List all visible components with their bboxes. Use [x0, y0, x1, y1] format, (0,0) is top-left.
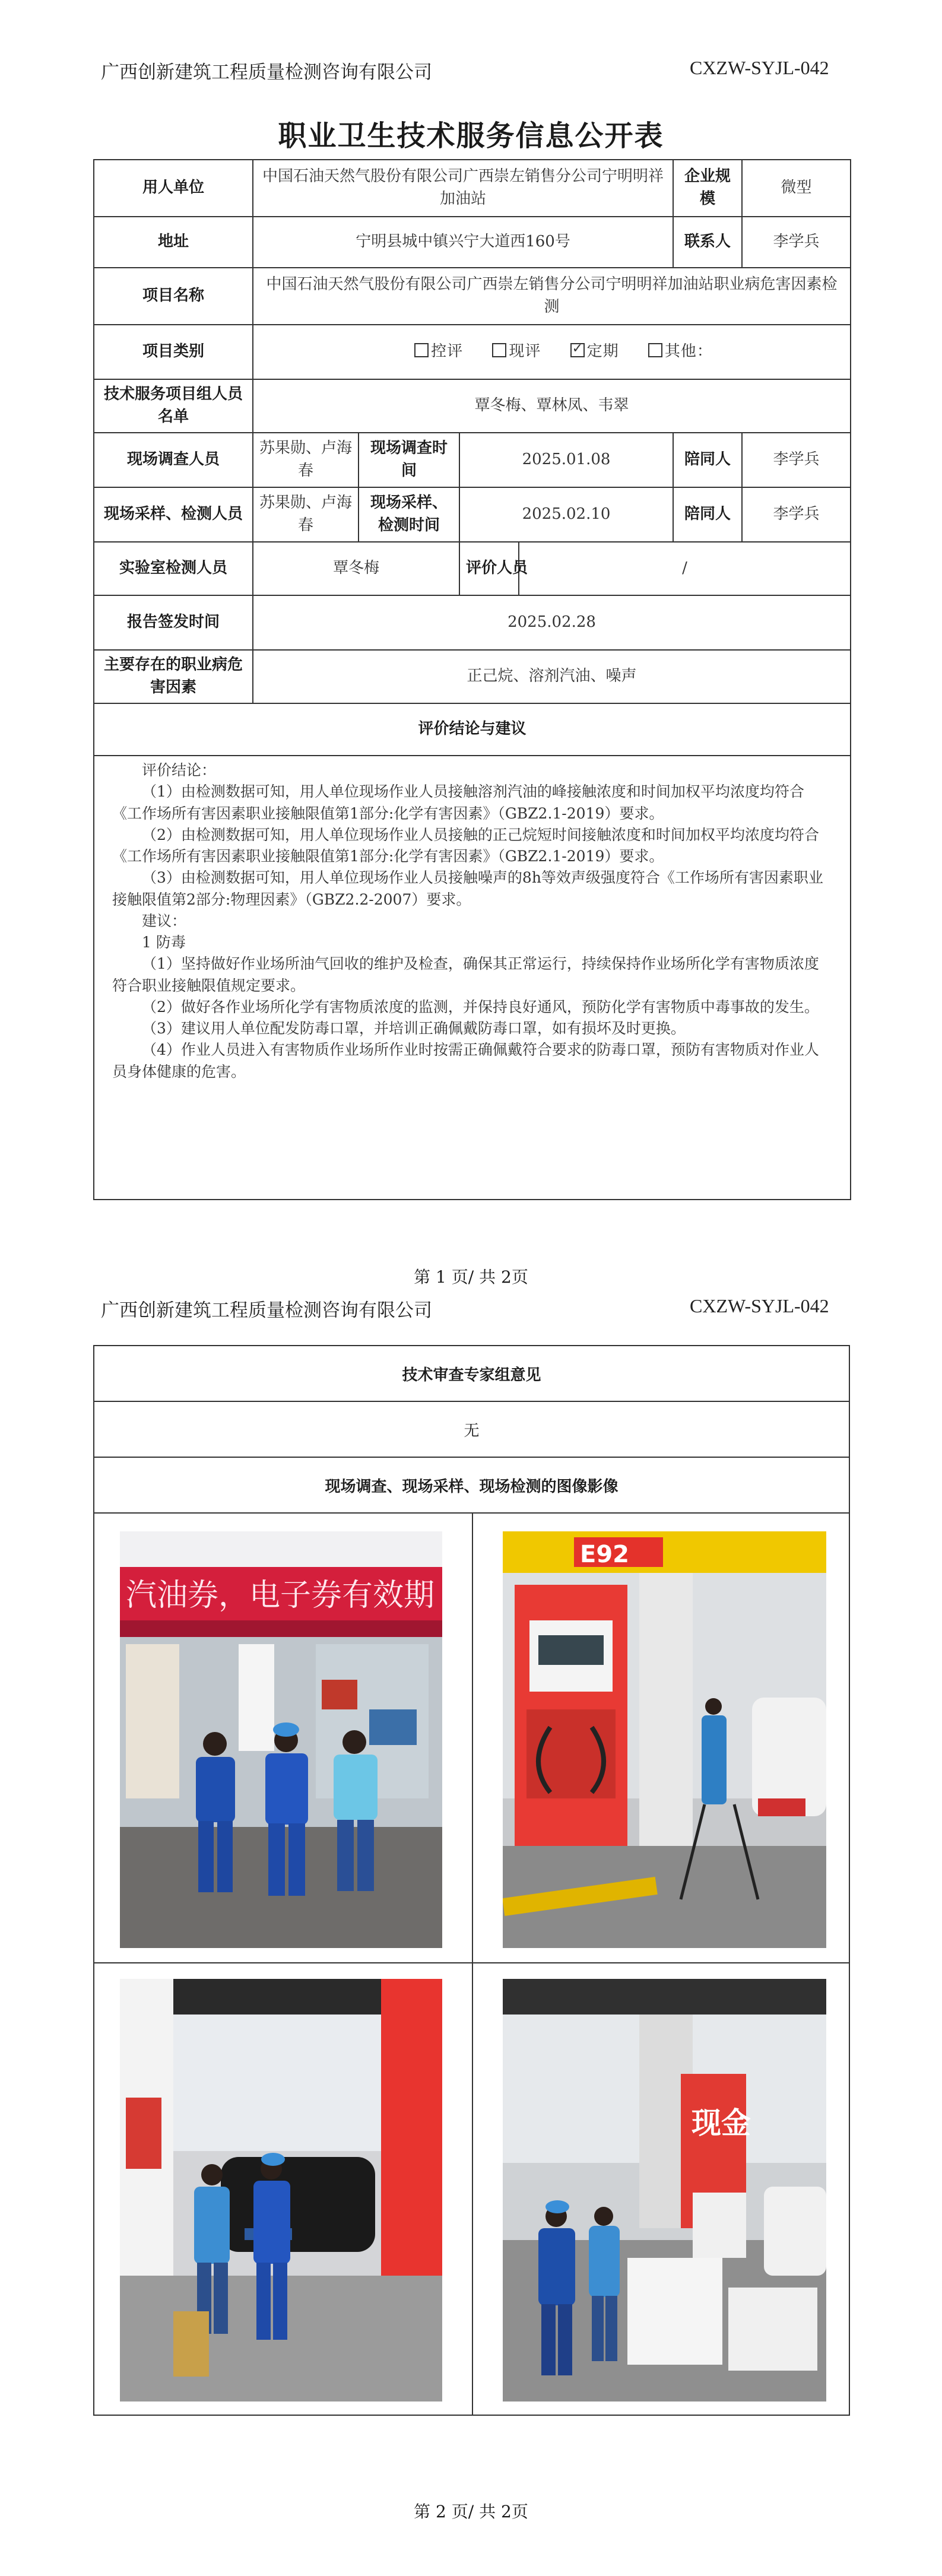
employer-value: 中国石油天然气股份有限公司广西崇左销售分公司宁明明祥加油站: [253, 160, 673, 217]
page-title: 职业卫生技术服务信息公开表: [278, 119, 664, 153]
images-header: 现场调查、现场采样、现场检测的图像影像: [94, 1458, 849, 1514]
survey-label: 现场调查人员: [94, 433, 253, 487]
sampling-time-label: 现场采样、检测时间: [359, 487, 459, 542]
lab-label: 实验室检测人员: [94, 542, 253, 595]
checkbox-dingqi-checked: [570, 343, 585, 357]
team-label: 技术服务项目组人员名单: [94, 379, 253, 433]
row-address: [94, 217, 851, 268]
row-category: [94, 325, 851, 379]
row-sampling: [94, 487, 851, 542]
conclusion-line: （4）作业人员进入有害物质作业场所作业时按需正确佩戴符合要求的防毒口罩，预防有害物质对作业人员身体健康的危害。: [112, 1041, 819, 1080]
site-photo-pump: [503, 1531, 826, 1948]
survey-time-value: 2025.01.08: [459, 433, 673, 487]
row-project: [94, 268, 851, 325]
category-options: [253, 325, 851, 379]
grid-divider-horizontal: [94, 1962, 849, 1963]
site-photo-staff: [120, 1531, 442, 1948]
expert-header: 技术审查专家组意见: [94, 1346, 849, 1402]
conclusion-header: 评价结论与建议: [94, 703, 851, 756]
team-value: 覃冬梅、覃林凤、韦翠: [253, 379, 851, 433]
row-team: [94, 379, 851, 433]
row-employer: [94, 160, 851, 217]
conclusion-line: 建议：: [142, 912, 187, 929]
option-kongping: 控评: [431, 342, 464, 361]
sampling-label: 现场采样、检测人员: [94, 487, 253, 542]
sampling-time-value: 2025.02.10: [459, 487, 673, 542]
conclusion-line: （1）由检测数据可知，用人单位现场作业人员接触溶剂汽油的峰接触浓度和时间加权平均浓度均符合《工作场所有害因素职业接触限值第1部分:化学有害因素》（GBZ2.1-2019）要求。: [112, 783, 804, 822]
document-code: CXZW-SYJL-042: [690, 57, 829, 78]
conclusion-line: （2）由检测数据可知，用人单位现场作业人员接触的正己烷短时间接触浓度和时间加权平均浓度均符合《工作场所有害因素职业接触限值第1部分:化学有害因素》（GBZ2.1-2019）要求。: [112, 826, 819, 865]
scale-label: 企业规模: [673, 160, 742, 217]
address-value: 宁明县城中镇兴宁大道西160号: [253, 217, 673, 268]
row-survey: [94, 433, 851, 487]
address-label: 地址: [94, 217, 253, 268]
companion2-value: 李学兵: [742, 487, 851, 542]
option-dingqi: 定期: [586, 342, 619, 361]
row-issue: [94, 595, 851, 650]
project-value: 中国石油天然气股份有限公司广西崇左销售分公司宁明明祥加油站职业病危害因素检测: [253, 268, 851, 325]
option-qita: 其他：: [664, 342, 713, 361]
hazard-value: 正己烷、溶剂汽油、噪声: [253, 650, 851, 703]
page-2: [0, 1288, 942, 2576]
conclusion-line: （3）建议用人单位配发防毒口罩，并培训正确佩戴防毒口罩，如有损坏及时更换。: [142, 1020, 686, 1037]
page-number-2: 第 2 页/ 共 2页: [414, 2502, 528, 2521]
photo4-sign-text: 现金: [692, 2106, 751, 2140]
page2-table: [93, 1345, 850, 2416]
expert-value: 无: [94, 1402, 849, 1458]
row-hazard: [94, 650, 851, 703]
evaluator-value: /: [519, 542, 851, 595]
row-conclusion-header: [94, 703, 851, 756]
conclusion-line: 评价结论：: [142, 762, 217, 779]
row-lab: [94, 542, 851, 595]
category-label: 项目类别: [94, 325, 253, 379]
companion-value: 李学兵: [742, 433, 851, 487]
grid-divider-vertical: [472, 1514, 473, 2415]
conclusion-line: （2）做好各作业场所化学有害物质浓度的监测，并保持良好通风，预防化学有害物质中毒事故的发生。: [142, 998, 819, 1016]
evaluator-label: 评价人员: [459, 542, 519, 595]
conclusion-body: [94, 756, 851, 1200]
checkbox-kongping: [414, 343, 429, 357]
conclusion-line: 1 防毒: [142, 934, 186, 951]
site-photo-detection: [503, 1979, 826, 2401]
contact-value: 李学兵: [742, 217, 851, 268]
page-number-1: 第 1 页/ 共 2页: [414, 1267, 528, 1287]
option-xianping: 现评: [509, 342, 541, 361]
conclusion-line: （1）坚持做好作业场所油气回收的维护及检查，确保其正常运行，持续保持作业场所化学有害物质浓度符合职业接触限值规定要求。: [112, 955, 819, 994]
lab-value: 覃冬梅: [253, 542, 459, 595]
survey-time-label: 现场调查时间: [359, 433, 459, 487]
survey-value: 苏果勋、卢海春: [253, 433, 359, 487]
issue-value: 2025.02.28: [253, 595, 851, 650]
row-conclusion: [94, 756, 851, 1200]
checkbox-xianping: [492, 343, 506, 357]
company-header-2: 广西创新建筑工程质量检测咨询有限公司: [101, 1300, 432, 1321]
checkbox-qita: [648, 343, 662, 357]
companion2-label: 陪同人: [673, 487, 742, 542]
document-code-2: CXZW-SYJL-042: [690, 1295, 829, 1316]
hazard-label: 主要存在的职业病危害因素: [94, 650, 253, 703]
photo1-sign-text: 汽油券，电子券有效期: [126, 1578, 435, 1613]
issue-label: 报告签发时间: [94, 595, 253, 650]
conclusion-line: （3）由检测数据可知，用人单位现场作业人员接触噪声的8h等效声级强度符合《工作场所有害因素职业接触限值第2部分:物理因素》（GBZ2.2-2007）要求。: [112, 869, 823, 908]
companion-label: 陪同人: [673, 433, 742, 487]
employer-label: 用人单位: [94, 160, 253, 217]
contact-label: 联系人: [673, 217, 742, 268]
photo2-sign-text: E92: [580, 1541, 629, 1568]
info-table: [93, 159, 851, 1200]
company-header: 广西创新建筑工程质量检测咨询有限公司: [101, 62, 432, 83]
sampling-value: 苏果勋、卢海春: [253, 487, 359, 542]
scale-value: 微型: [742, 160, 851, 217]
project-label: 项目名称: [94, 268, 253, 325]
site-photo-sampling: [120, 1979, 442, 2401]
